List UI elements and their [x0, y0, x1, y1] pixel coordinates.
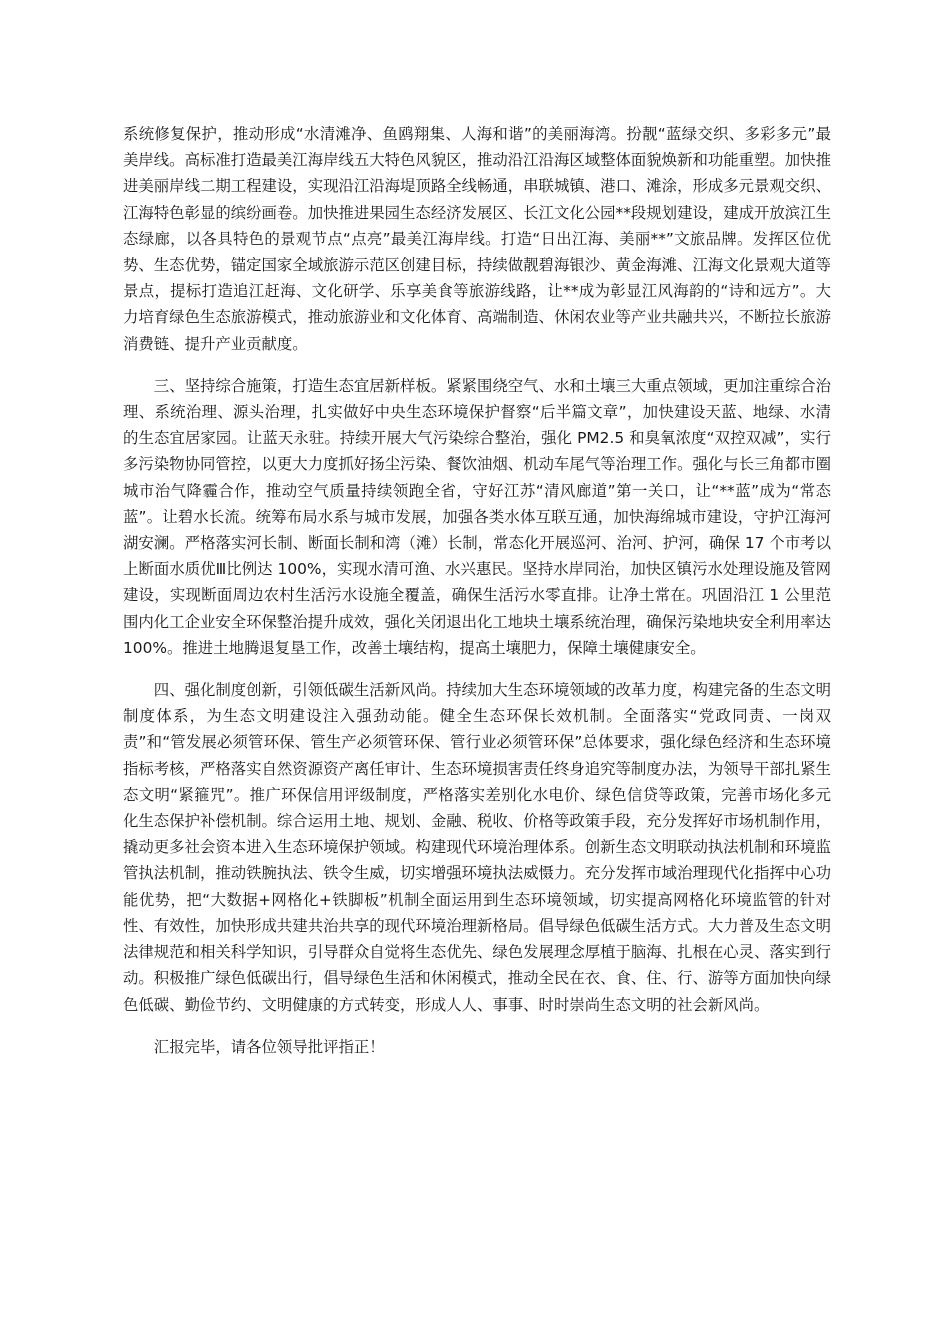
- paragraph-section-four: 四、强化制度创新，引领低碳生活新风尚。持续加大生态环境领域的改革力度，构建完备的生态文明制度体系，为生态文明建设注入强劲动能。健全生态环保长效机制。全面落实“党政同责、一岗双责”和“管发展必须管环保、管生产必须管环保、管行业必须管环保”总体要求，强化绿色经济和生态环境指标考核，严格落实自然资源资产离任审计、生态环境损害责任终身追究等制度办法，为领导干部扎紧生态文明“紧箍咒”。推广环保信用评级制度，严格落实差别化水电价、绿色信贷等政策，完善市场化多元化生态保护补偿机制。综合运用土地、规划、金融、税收、价格等政策手段，充分发挥好市场机制作用，撬动更多社会资本进入生态环境保护领域。构建现代环境治理体系。创新生态文明联动执法机制和环境监管执法机制，推动铁腕执法、铁令生威，切实增强环境执法威慑力。充分发挥市域治理现代化指挥中心功能优势，把“大数据+网格化+铁脚板”机制全面运用到生态环境领域，切实提高网格化环境监管的针对性、有效性，加快形成共建共治共享的现代环境治理新格局。倡导绿色低碳生活方式。大力普及生态文明法律规范和相关科学知识，引导群众自觉将生态优先、绿色发展理念厚植于脑海、扎根在心灵、落实到行动。积极推广绿色低碳出行，倡导绿色生活和休闲模式，推动全民在衣、食、住、行、游等方面加快向绿色低碳、勤俭节约、文明健康的方式转变，形成人人、事事、时时崇尚生态文明的社会新风尚。: [123, 681, 831, 1014]
- paragraph-continuation: 系统修复保护，推动形成“水清滩净、鱼鸥翔集、人海和谐”的美丽海湾。扮靓“蓝绿交织、多彩多元”最美岸线。高标准打造最美江海岸线五大特色风貌区，推动沿江沿海区域整体面貌焕新和功能重塑。加快推进美丽岸线二期工程建设，实现沿江沿海堤顶路全线畅通，串联城镇、港口、滩涂，形成多元景观交织、江海特色彰显的缤纷画卷。加快推进果园生态经济发展区、长江文化公园**段规划建设，建成开放滨江生态绿廊，以各具特色的景观节点“点亮”最美江海岸线。打造“日出江海、美丽**”文旅品牌。发挥区位优势、生态优势，锚定国家全域旅游示范区创建目标，持续做靓碧海银沙、黄金海滩、江海文化景观大道等景点，提标打造追江赶海、文化研学、乐享美食等旅游线路，让**成为彰显江风海韵的“诗和远方”。大力培育绿色生态旅游模式，推动旅游业和文化体育、高端制造、休闲农业等产业共融共兴，不断拉长旅游消费链、提升产业贡献度。: [123, 125, 831, 353]
- paragraph-section-three: 三、坚持综合施策，打造生态宜居新样板。紧紧围绕空气、水和土壤三大重点领域，更加注重综合治理、系统治理、源头治理，扎实做好中央生态环境保护督察“后半篇文章”，加快建设天蓝、地绿、水清的生态宜居家园。让蓝天永驻。持续开展大气污染综合整治，强化 PM2.5 和臭氧浓度“双控双减”，实行多污染物协同管控，以更大力度抓好扬尘污染、餐饮油烟、机动车尾气等治理工作。强化与长三角都市圈城市治气降霾合作，推动空气质量持续领跑全省，守好江苏“清风廊道”第一关口，让“**蓝”成为“常态蓝”。让碧水长流。统筹布局水系与城市发展，加强各类水体互联互通，加快海绵城市建设，守护江海河湖安澜。严格落实河长制、断面长制和湾（滩）长制，常态化开展巡河、治河、护河，确保 17 个市考以上断面水质优Ⅲ比例达 100%，实现水清可渔、水兴惠民。坚持水岸同治，加快区镇污水处理设施及管网建设，实现断面周边农村生活污水设施全覆盖，确保生活污水零直排。让净土常在。巩固沿江 1 公里范围内化工企业安全环保整治提升成效，强化关闭退出化工地块土壤系统治理，确保污染地块安全利用率达 100%。推进土地腾退复垦工作，改善土壤结构，提高土壤肥力，保障土壤健康安全。: [123, 376, 831, 657]
- document-page: [123, 121, 831, 1076]
- paragraph-closing: 汇报完毕，请各位领导批评指正！: [153, 1037, 385, 1056]
